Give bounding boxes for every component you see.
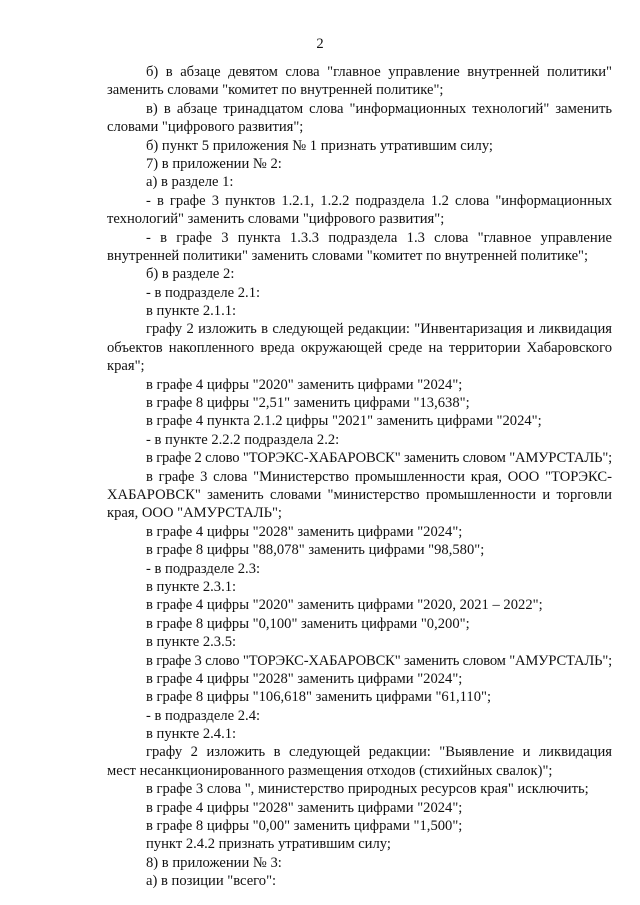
text-line: технологий" заменить словами "цифрового развития"; [107,211,445,228]
text-line: в) в абзаце тринадцатом слова "информационных технологий" заменить [146,100,612,117]
text-line: в графе 4 цифры "2028" заменить цифрами "2024"; [146,799,463,816]
text-line: - в подразделе 2.4: [146,707,261,724]
text-line: а) в разделе 1: [146,174,234,191]
text-line: в пункте 2.3.1: [146,578,237,595]
document-body [107,63,612,891]
text-line: в графе 3 слова "Министерство промышленности края, ООО "ТОРЭКС- [146,468,612,485]
text-line: в пункте 2.4.1: [146,726,237,743]
text-line: внутренней политики" заменить словами "комитет по внутренней политике"; [107,247,589,264]
text-line: б) пункт 5 приложения № 1 признать утратившим силу; [146,137,493,154]
text-line: в графе 4 цифры "2020" заменить цифрами "2020, 2021 – 2022"; [146,597,543,614]
text-line: в графе 8 цифры "106,618" заменить цифрами "61,110"; [146,689,492,706]
text-line: в графе 3 слова ", министерство природных ресурсов края" исключить; [146,781,589,798]
text-line: в графе 4 пункта 2.1.2 цифры "2021" заменить цифрами "2024"; [146,413,542,430]
text-line: объектов накопленного вреда окружающей среде на территории Хабаровского [107,339,612,356]
text-line: мест несанкционированного размещения отходов (стихийных свалок)"; [107,762,553,779]
text-line: пункт 2.4.2 признать утратившим силу; [146,836,391,853]
text-line: в графе 4 цифры "2028" заменить цифрами "2024"; [146,670,463,687]
text-line: б) в разделе 2: [146,266,235,283]
text-line: в графе 8 цифры "2,51" заменить цифрами "13,638"; [146,395,470,412]
text-line: в графе 4 цифры "2020" заменить цифрами "2024"; [146,376,463,393]
text-line: б) в абзаце девятом слова "главное управление внутренней политики" [146,64,612,80]
text-line: в пункте 2.3.5: [146,634,237,651]
text-line: - в подразделе 2.1: [146,284,261,301]
text-line: ХАБАРОВСК" заменить словами "министерство промышленности и торговли [107,486,612,503]
text-line: 7) в приложении № 2: [146,155,282,172]
text-line: - в графе 3 пункта 1.3.3 подраздела 1.3 слова "главное управление [146,229,612,246]
text-line: графу 2 изложить в следующей редакции: "Выявление и ликвидация [146,744,612,761]
text-line: в графе 8 цифры "88,078" заменить цифрами "98,580"; [146,542,485,559]
text-line: а) в позиции "всего": [146,873,277,890]
page-number: 2 [316,36,324,52]
text-line: - в графе 3 пунктов 1.2.1, 1.2.2 подраздела 1.2 слова "информационных [146,192,612,209]
text-line: - в подразделе 2.3: [146,560,261,577]
text-line: края, ООО "АМУРСТАЛЬ"; [107,505,282,522]
text-line: края"; [107,358,145,375]
text-line: 8) в приложении № 3: [146,854,282,871]
text-line: в пункте 2.1.1: [146,303,237,320]
text-line: - в пункте 2.2.2 подраздела 2.2: [146,431,340,448]
text-line: в графе 3 слово "ТОРЭКС-ХАБАРОВСК" заменить словом "АМУРСТАЛЬ"; [146,652,612,669]
text-line: в графе 8 цифры "0,100" заменить цифрами "0,200"; [146,615,470,632]
text-line: в графе 4 цифры "2028" заменить цифрами "2024"; [146,523,463,540]
text-line: в графе 8 цифры "0,00" заменить цифрами "1,500"; [146,818,463,835]
text-line: в графе 2 слово "ТОРЭКС-ХАБАРОВСК" заменить словом "АМУРСТАЛЬ"; [146,450,612,467]
text-line: словами "цифрового развития"; [107,119,304,136]
text-line: графу 2 изложить в следующей редакции: "Инвентаризация и ликвидация [146,321,612,338]
text-line: заменить словами "комитет по внутренней политике"; [107,82,444,99]
